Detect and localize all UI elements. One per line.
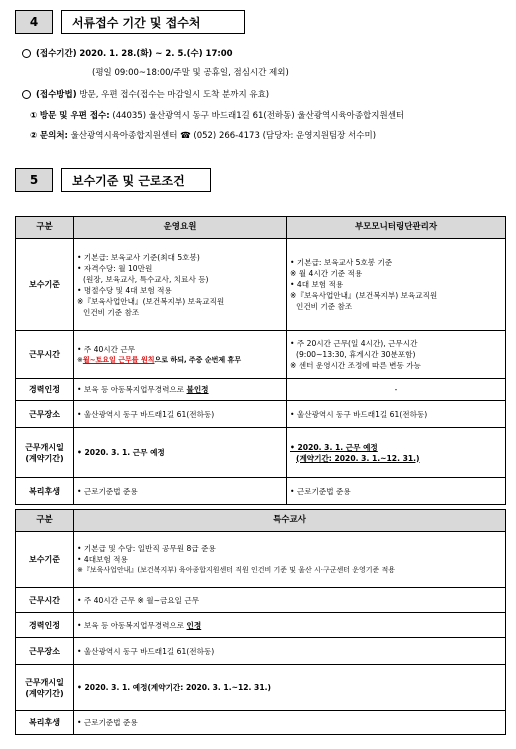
table-row: 복리후생 • 근로기준법 준용 • 근로기준법 준용: [16, 478, 506, 505]
circle-bullet-icon: [22, 49, 31, 58]
header-category: 구분: [16, 217, 74, 239]
section-5-header: [15, 168, 211, 192]
method-line: (접수방법) 방문, 우편 접수(접수는 마감일시 도착 분까지 유효): [22, 88, 269, 100]
table-row: 근무장소 • 울산광역시 동구 바드래1길 61(전하동): [16, 638, 506, 665]
header-monitoring-manager: 부모모니터링단관리자: [287, 217, 506, 239]
period-line: (접수기간) 2020. 1. 28.(화) ~ 2. 5.(수) 17:00: [22, 47, 233, 59]
section-title: 보수기준 및 근로조건: [61, 168, 211, 192]
table-row: 근무개시일 (계약기간) • 2020. 3. 1. 근무 예정 • 2020. 3. 1. 근무 예정 (계약기간: 2020. 3. 1.~12. 31.): [16, 428, 506, 478]
section-4-header: [15, 10, 245, 34]
section-number: 5: [15, 168, 53, 192]
contact-info: ② 문의처: 울산광역시육아종합지원센터 ☎ (052) 266-4173 (담당자: 운영지원팀장 서수미): [30, 131, 377, 141]
table-row: 보수기준 • 기본급: 보육교사 기준(최대 5호봉) • 자격수당: 월 10만원 (원장, 보육교사, 특수교사, 치료사 등) • 명절수당 및 4대 보험 적용 ※『보육사업안내』(보건복지부) 보육교직원 인건비 기준 참조 • 기본급: 보육교사 5호봉 기준 ※ 월 4시간 기준 적용 • 4대 보험 적용 ※『보육사업안내』(보건복지부) 보육교직원 인건비 기준 참조: [16, 239, 506, 331]
table-row: 근무시간 • 주 40시간 근무 ※ 월~금요일 근무: [16, 588, 506, 613]
section-title: 서류접수 기간 및 접수처: [61, 10, 245, 34]
table-row: 근무개시일 (계약기간) • 2020. 3. 1. 예정(계약기간: 2020. 3. 1.~12. 31.): [16, 665, 506, 711]
header-category: 구분: [16, 510, 74, 532]
header-special-teacher: 특수교사: [74, 510, 506, 532]
submission-address: ① 방문 및 우편 접수: (44035) 울산광역시 동구 바드래1길 61(전하동) 울산광역시육아종합지원센터: [30, 111, 405, 121]
conditions-table-1: [15, 216, 506, 505]
table-row: 경력인정 • 보육 등 아동복지업무경력으로 불인정 -: [16, 379, 506, 401]
circle-bullet-icon: [22, 90, 31, 99]
section-number: 4: [15, 10, 53, 34]
conditions-table-2: [15, 509, 506, 735]
table-row: 복리후생 • 근로기준법 준용: [16, 711, 506, 735]
header-operations-staff: 운영요원: [74, 217, 287, 239]
period-note: (평일 09:00~18:00/주말 및 공휴일, 점심시간 제외): [92, 68, 289, 78]
table-row: 보수기준 • 기본급 및 수당: 일반직 공무원 8급 준용 • 4대보험 적용 ※『보육사업안내』(보건복지부) 육아종합지원센터 직원 인건비 기준 및 울산 시·구군센터 운영기준 적용: [16, 532, 506, 588]
table-row: 근무장소 • 울산광역시 동구 바드래1길 61(전하동) • 울산광역시 동구 바드래1길 61(전하동): [16, 401, 506, 428]
table-row: 근무시간 • 주 40시간 근무 ※월~토요일 근무를 원칙으로 하되, 주중 순번제 휴무 • 주 20시간 근무(일 4시간), 근무시간 (9:00~13:30, 휴게시간 30분포함) ※ 센터 운영시간 조정에 따른 변동 가능: [16, 331, 506, 379]
table-row: 경력인정 • 보육 등 아동복지업무경력으로 인정: [16, 613, 506, 638]
